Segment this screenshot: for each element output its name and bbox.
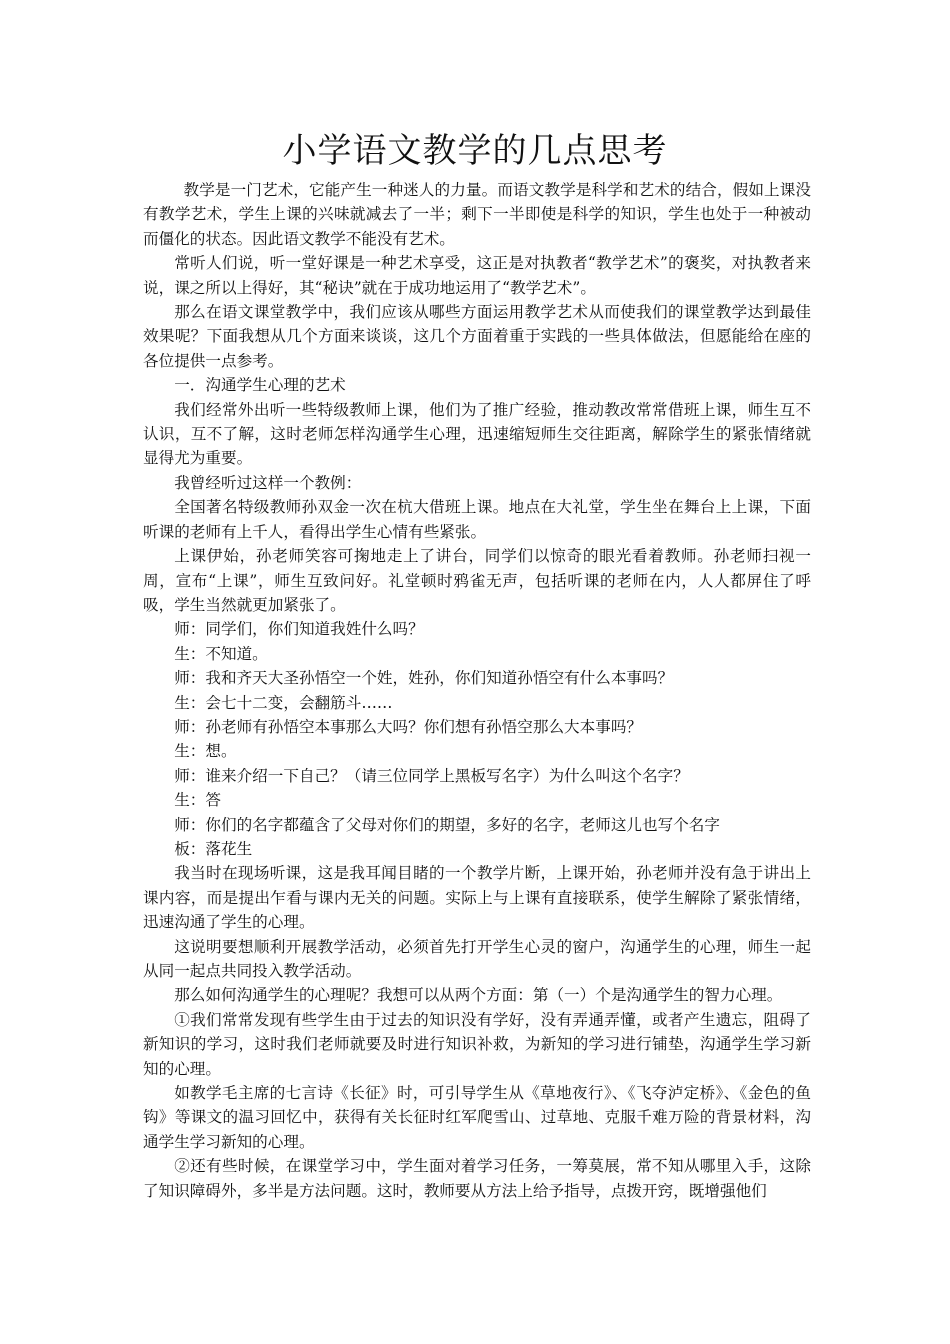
dialogue-line: 师：你们的名字都蕴含了父母对你们的期望，多好的名字，老师这儿也写个名字 <box>174 815 720 834</box>
dialogue-line: 生：想。 <box>174 742 237 761</box>
body-paragraph: 那么如何沟通学生的心理呢？我想可以从两个方面：第（一）个是沟通学生的智力心理。 <box>174 986 783 1005</box>
body-paragraph: ①我们常常发现有些学生由于过去的知识没有学好，没有弄通弄懂，或者产生遗忘，阻碍了新知识的学习，这时我们老师就要及时进行知识补救，为新知的学习进行铺垫，沟通学生学习新知的心理。 <box>143 1010 811 1078</box>
body-paragraph: 常听人们说，听一堂好课是一种艺术享受，这正是对执教者“教学艺术”的褒奖，对执教者来说，课之所以上得好，其“秘诀”就在于成功地运用了“教学艺术”。 <box>143 254 811 297</box>
dialogue-line: 生：答 <box>174 791 221 810</box>
body-paragraph: 如教学毛主席的七言诗《长征》时，可引导学生从《草地夜行》、《飞夺泸定桥》、《金色的鱼钩》等课文的温习回忆中，获得有关长征时红军爬雪山、过草地、克服千难万险的背景材料，沟通学生学习新知的心理。 <box>143 1084 811 1151</box>
dialogue-line: 板：落花生 <box>174 839 253 858</box>
dialogue-line: 生：不知道。 <box>174 644 268 663</box>
dialogue-line: 生：会七十二变，会翻筋斗…… <box>174 693 393 712</box>
body-paragraph: 那么在语文课堂教学中，我们应该从哪些方面运用教学艺术从而使我们的课堂教学达到最佳效果呢？下面我想从几个方面来谈谈，这几个方面着重于实践的一些具体做法，但愿能给在座的各位提供一点参考。 <box>143 303 811 370</box>
section-heading: 一．沟通学生心理的艺术 <box>174 376 346 395</box>
body-paragraph: 这说明要想顺利开展教学活动，必须首先打开学生心灵的窗户，沟通学生的心理，师生一起从同一起点共同投入教学活动。 <box>143 937 811 980</box>
body-paragraph: 全国著名特级教师孙双金一次在杭大借班上课。地点在大礼堂，学生坐在舞台上上课，下面听课的老师有上千人，看得出学生心情有些紧张。 <box>143 498 811 541</box>
body-paragraph: 上课伊始，孙老师笑容可掬地走上了讲台，同学们以惊奇的眼光看着教师。孙老师扫视一周，宣布“上课”，师生互致问好。礼堂顿时鸦雀无声，包括听课的老师在内，人人都屏住了呼吸，学生当然就更加紧张了。 <box>143 547 811 614</box>
body-paragraph: ②还有些时候，在课堂学习中，学生面对着学习任务，一筹莫展，常不知从哪里入手，这除了知识障碍外，多半是方法问题。这时，教师要从方法上给予指导，点拨开窍，既增强他们 <box>143 1157 811 1200</box>
document-body <box>143 178 811 1203</box>
body-paragraph: 教学是一门艺术，它能产生一种迷人的力量。而语文教学是科学和艺术的结合，假如上课没有教学艺术，学生上课的兴味就减去了一半；剩下一半即使是科学的知识，学生也处于一种被动而僵化的状态。因此语文教学不能没有艺术。 <box>143 181 811 248</box>
dialogue-line: 师：孙老师有孙悟空本事那么大吗？你们想有孙悟空那么大本事吗？ <box>174 717 643 736</box>
body-paragraph: 我曾经听过这样一个教例： <box>174 473 362 492</box>
dialogue-line: 师：谁来介绍一下自己？（请三位同学上黑板写名字）为什么叫这个名字？ <box>174 766 689 785</box>
body-paragraph: 我当时在现场听课，这是我耳闻目睹的一个教学片断，上课开始，孙老师并没有急于讲出上课内容，而是提出乍看与课内无关的问题。实际上与上课有直接联系，使学生解除了紧张情绪，迅速沟通了学生的心理。 <box>143 864 811 932</box>
dialogue-line: 师：我和齐天大圣孙悟空一个姓，姓孙，你们知道孙悟空有什么本事吗？ <box>174 669 674 688</box>
body-paragraph: 我们经常外出听一些特级教师上课，他们为了推广经验，推动教改常常借班上课，师生互不认识，互不了解，这时老师怎样沟通学生心理，迅速缩短师生交往距离，解除学生的紧张情绪就显得尤为重要。 <box>143 400 811 468</box>
document-title: 小学语文教学的几点思考 <box>282 131 668 171</box>
dialogue-line: 师：同学们，你们知道我姓什么吗？ <box>174 620 424 639</box>
